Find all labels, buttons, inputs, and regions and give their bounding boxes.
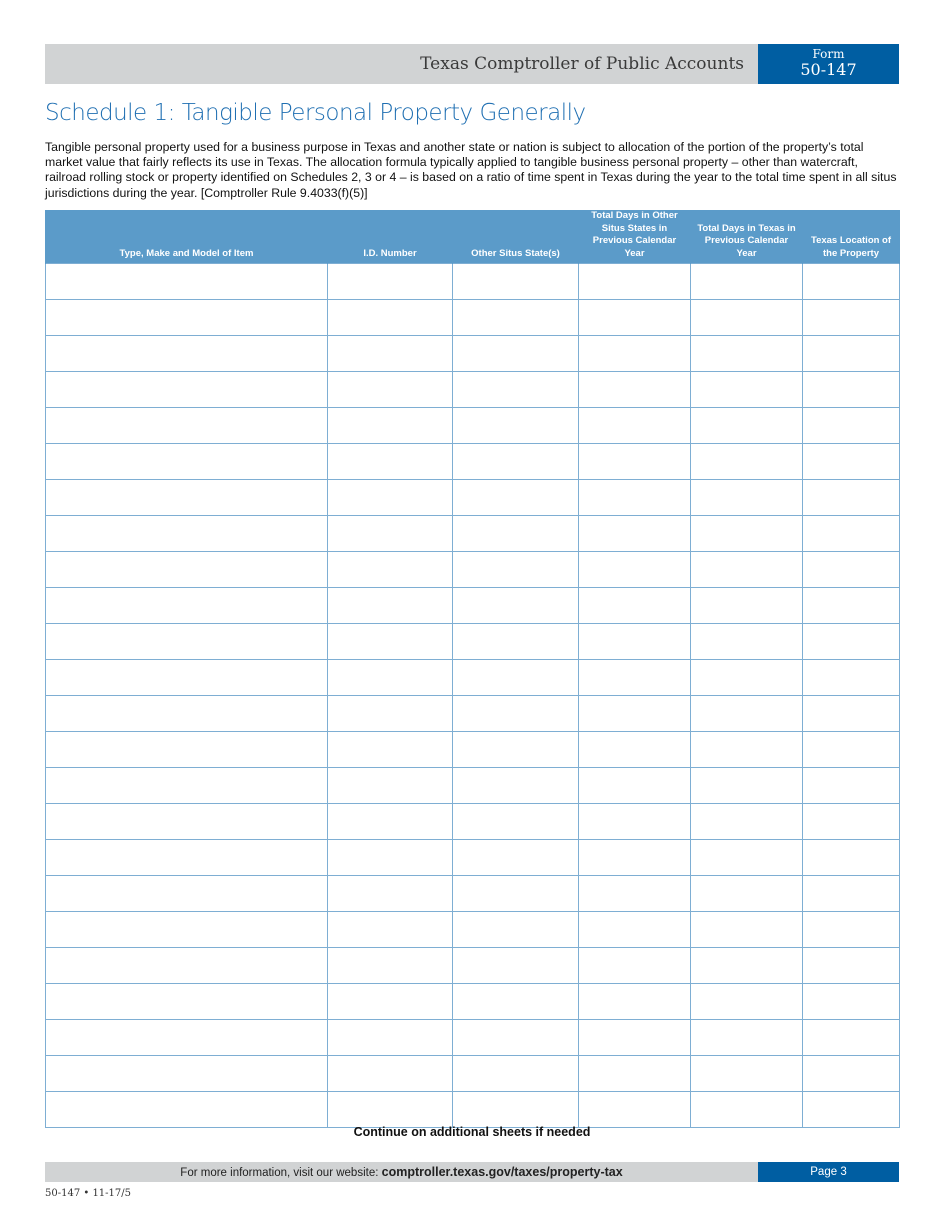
cell-texas-location[interactable] — [803, 264, 900, 300]
cell-other-situs-states[interactable] — [453, 732, 579, 768]
cell-type-make-model[interactable] — [46, 1056, 328, 1092]
cell-days-other-states[interactable] — [579, 408, 691, 444]
cell-texas-location[interactable] — [803, 912, 900, 948]
cell-other-situs-states[interactable] — [453, 1056, 579, 1092]
cell-id-number[interactable] — [328, 516, 453, 552]
cell-texas-location[interactable] — [803, 300, 900, 336]
table-row — [46, 732, 900, 768]
cell-id-number[interactable] — [328, 624, 453, 660]
cell-other-situs-states[interactable] — [453, 624, 579, 660]
table-row — [46, 336, 900, 372]
cell-type-make-model[interactable] — [46, 444, 328, 480]
cell-type-make-model[interactable] — [46, 624, 328, 660]
cell-days-texas[interactable] — [691, 300, 803, 336]
cell-other-situs-states[interactable] — [453, 696, 579, 732]
cell-type-make-model[interactable] — [46, 948, 328, 984]
cell-days-other-states[interactable] — [579, 984, 691, 1020]
cell-texas-location[interactable] — [803, 336, 900, 372]
cell-other-situs-states[interactable] — [453, 660, 579, 696]
cell-id-number[interactable] — [328, 696, 453, 732]
cell-texas-location[interactable] — [803, 552, 900, 588]
cell-days-other-states[interactable] — [579, 264, 691, 300]
cell-other-situs-states[interactable] — [453, 948, 579, 984]
agency-title: Texas Comptroller of Public Accounts — [420, 54, 744, 74]
cell-type-make-model[interactable] — [46, 804, 328, 840]
cell-days-texas[interactable] — [691, 516, 803, 552]
cell-days-texas[interactable] — [691, 480, 803, 516]
cell-days-other-states[interactable] — [579, 840, 691, 876]
cell-days-other-states[interactable] — [579, 732, 691, 768]
cell-type-make-model[interactable] — [46, 768, 328, 804]
cell-id-number[interactable] — [328, 480, 453, 516]
footer-info-bar — [45, 1162, 758, 1182]
cell-days-other-states[interactable] — [579, 552, 691, 588]
column-header-id-number: I.D. Number — [328, 210, 453, 264]
table-row — [46, 264, 900, 300]
cell-days-texas[interactable] — [691, 732, 803, 768]
cell-texas-location[interactable] — [803, 948, 900, 984]
column-header-type-make-model: Type, Make and Model of Item — [46, 210, 328, 264]
table-row — [46, 912, 900, 948]
cell-id-number[interactable] — [328, 588, 453, 624]
cell-texas-location[interactable] — [803, 984, 900, 1020]
cell-other-situs-states[interactable] — [453, 768, 579, 804]
cell-texas-location[interactable] — [803, 480, 900, 516]
cell-days-texas[interactable] — [691, 912, 803, 948]
table-row — [46, 588, 900, 624]
cell-id-number[interactable] — [328, 732, 453, 768]
cell-id-number[interactable] — [328, 768, 453, 804]
cell-texas-location[interactable] — [803, 516, 900, 552]
cell-days-other-states[interactable] — [579, 336, 691, 372]
cell-days-texas[interactable] — [691, 1056, 803, 1092]
cell-days-other-states[interactable] — [579, 624, 691, 660]
cell-days-texas[interactable] — [691, 624, 803, 660]
cell-type-make-model[interactable] — [46, 372, 328, 408]
cell-days-texas[interactable] — [691, 1020, 803, 1056]
cell-days-texas[interactable] — [691, 948, 803, 984]
cell-other-situs-states[interactable] — [453, 804, 579, 840]
table-row — [46, 1092, 900, 1128]
cell-days-other-states[interactable] — [579, 912, 691, 948]
cell-days-texas[interactable] — [691, 768, 803, 804]
cell-id-number[interactable] — [328, 984, 453, 1020]
column-header-days-texas: Total Days in Texas in Previous Calendar Year — [691, 210, 803, 264]
table-row — [46, 876, 900, 912]
cell-texas-location[interactable] — [803, 408, 900, 444]
cell-days-texas[interactable] — [691, 588, 803, 624]
table-row — [46, 624, 900, 660]
cell-days-other-states[interactable] — [579, 480, 691, 516]
cell-type-make-model[interactable] — [46, 696, 328, 732]
cell-days-other-states[interactable] — [579, 372, 691, 408]
cell-texas-location[interactable] — [803, 1092, 900, 1128]
form-label: Form — [812, 47, 845, 61]
cell-texas-location[interactable] — [803, 840, 900, 876]
cell-id-number[interactable] — [328, 1056, 453, 1092]
footer-website-link[interactable]: comptroller.texas.gov/taxes/property-tax — [381, 1165, 623, 1179]
cell-days-other-states[interactable] — [579, 696, 691, 732]
cell-type-make-model[interactable] — [46, 732, 328, 768]
cell-texas-location[interactable] — [803, 372, 900, 408]
cell-type-make-model[interactable] — [46, 408, 328, 444]
cell-id-number[interactable] — [328, 264, 453, 300]
cell-texas-location[interactable] — [803, 732, 900, 768]
cell-other-situs-states[interactable] — [453, 408, 579, 444]
cell-type-make-model[interactable] — [46, 300, 328, 336]
cell-days-texas[interactable] — [691, 840, 803, 876]
cell-days-other-states[interactable] — [579, 768, 691, 804]
table-row — [46, 408, 900, 444]
cell-id-number[interactable] — [328, 804, 453, 840]
cell-other-situs-states[interactable] — [453, 480, 579, 516]
cell-days-texas[interactable] — [691, 444, 803, 480]
cell-id-number[interactable] — [328, 1092, 453, 1128]
cell-days-texas[interactable] — [691, 876, 803, 912]
cell-type-make-model[interactable] — [46, 984, 328, 1020]
cell-other-situs-states[interactable] — [453, 588, 579, 624]
cell-texas-location[interactable] — [803, 804, 900, 840]
cell-days-other-states[interactable] — [579, 804, 691, 840]
cell-days-other-states[interactable] — [579, 516, 691, 552]
cell-id-number[interactable] — [328, 948, 453, 984]
cell-other-situs-states[interactable] — [453, 912, 579, 948]
cell-texas-location[interactable] — [803, 588, 900, 624]
cell-id-number[interactable] — [328, 444, 453, 480]
cell-id-number[interactable] — [328, 912, 453, 948]
table-row — [46, 1056, 900, 1092]
cell-type-make-model[interactable] — [46, 1020, 328, 1056]
cell-type-make-model[interactable] — [46, 516, 328, 552]
table-row — [46, 804, 900, 840]
cell-texas-location[interactable] — [803, 876, 900, 912]
cell-days-texas[interactable] — [691, 264, 803, 300]
continue-note: Continue on additional sheets if needed — [353, 1125, 591, 1139]
cell-other-situs-states[interactable] — [453, 336, 579, 372]
cell-other-situs-states[interactable] — [453, 264, 579, 300]
cell-days-texas[interactable] — [691, 336, 803, 372]
table-row — [46, 984, 900, 1020]
cell-days-other-states[interactable] — [579, 660, 691, 696]
cell-texas-location[interactable] — [803, 1056, 900, 1092]
form-code: 50-147 • 11-17/5 — [45, 1188, 132, 1199]
cell-type-make-model[interactable] — [46, 264, 328, 300]
cell-days-other-states[interactable] — [579, 948, 691, 984]
cell-other-situs-states[interactable] — [453, 552, 579, 588]
cell-other-situs-states[interactable] — [453, 372, 579, 408]
column-header-days-other-states: Total Days in Other Situs States in Previous Calendar Year — [579, 210, 691, 264]
cell-id-number[interactable] — [328, 300, 453, 336]
table-row — [46, 480, 900, 516]
form-number-badge — [758, 44, 899, 84]
cell-texas-location[interactable] — [803, 768, 900, 804]
cell-type-make-model[interactable] — [46, 1092, 328, 1128]
cell-texas-location[interactable] — [803, 624, 900, 660]
table-row — [46, 768, 900, 804]
cell-type-make-model[interactable] — [46, 480, 328, 516]
cell-days-other-states[interactable] — [579, 1092, 691, 1128]
schedule-title: Schedule 1: Tangible Personal Property Generally — [45, 100, 586, 126]
cell-texas-location[interactable] — [803, 444, 900, 480]
cell-days-texas[interactable] — [691, 984, 803, 1020]
cell-id-number[interactable] — [328, 408, 453, 444]
cell-id-number[interactable] — [328, 876, 453, 912]
table-header-row — [46, 210, 900, 264]
cell-type-make-model[interactable] — [46, 876, 328, 912]
header-bar — [45, 44, 758, 84]
cell-texas-location[interactable] — [803, 696, 900, 732]
cell-days-texas[interactable] — [691, 1092, 803, 1128]
table-row — [46, 660, 900, 696]
cell-days-texas[interactable] — [691, 804, 803, 840]
form-number: 50-147 — [800, 60, 857, 79]
cell-type-make-model[interactable] — [46, 912, 328, 948]
cell-other-situs-states[interactable] — [453, 1092, 579, 1128]
cell-days-texas[interactable] — [691, 372, 803, 408]
cell-id-number[interactable] — [328, 336, 453, 372]
cell-days-texas[interactable] — [691, 552, 803, 588]
table-row — [46, 444, 900, 480]
table-row — [46, 948, 900, 984]
cell-type-make-model[interactable] — [46, 660, 328, 696]
column-header-other-situs-states: Other Situs State(s) — [453, 210, 579, 264]
cell-other-situs-states[interactable] — [453, 1020, 579, 1056]
cell-id-number[interactable] — [328, 552, 453, 588]
table-row — [46, 840, 900, 876]
page-number: Page 3 — [758, 1162, 899, 1182]
cell-texas-location[interactable] — [803, 660, 900, 696]
cell-type-make-model[interactable] — [46, 588, 328, 624]
cell-other-situs-states[interactable] — [453, 984, 579, 1020]
column-header-texas-location: Texas Location of the Property — [803, 210, 900, 264]
cell-other-situs-states[interactable] — [453, 300, 579, 336]
cell-other-situs-states[interactable] — [453, 876, 579, 912]
table-row — [46, 516, 900, 552]
footer-info-text: For more information, visit our website: — [180, 1167, 382, 1179]
property-table — [45, 210, 900, 1128]
schedule-intro: Tangible personal property used for a business purpose in Texas and another state or nation is subject to allocation of the portion of the property’s total market value that fairly reflects its use in Texas. The allocation formula typically applied to tangible business personal property – other than watercraft, railroad rolling stock or property identified on Schedules 2, 3 or 4 – is based on a ratio of time spent in Texas during the year to the total time spent in all situs jurisdictions during the year. [Comptroller Rule 9.4033(f)(5)] — [45, 140, 897, 200]
table-row — [46, 1020, 900, 1056]
cell-days-other-states[interactable] — [579, 876, 691, 912]
cell-days-other-states[interactable] — [579, 444, 691, 480]
cell-other-situs-states[interactable] — [453, 516, 579, 552]
cell-days-texas[interactable] — [691, 696, 803, 732]
table-row — [46, 300, 900, 336]
cell-texas-location[interactable] — [803, 1020, 900, 1056]
cell-days-other-states[interactable] — [579, 300, 691, 336]
cell-other-situs-states[interactable] — [453, 840, 579, 876]
cell-days-texas[interactable] — [691, 660, 803, 696]
cell-days-other-states[interactable] — [579, 588, 691, 624]
cell-days-other-states[interactable] — [579, 1056, 691, 1092]
cell-days-other-states[interactable] — [579, 1020, 691, 1056]
cell-other-situs-states[interactable] — [453, 444, 579, 480]
table-row — [46, 372, 900, 408]
cell-id-number[interactable] — [328, 840, 453, 876]
cell-days-texas[interactable] — [691, 408, 803, 444]
cell-type-make-model[interactable] — [46, 336, 328, 372]
table-row — [46, 696, 900, 732]
table-row — [46, 552, 900, 588]
cell-type-make-model[interactable] — [46, 840, 328, 876]
cell-id-number[interactable] — [328, 1020, 453, 1056]
cell-id-number[interactable] — [328, 660, 453, 696]
cell-id-number[interactable] — [328, 372, 453, 408]
cell-type-make-model[interactable] — [46, 552, 328, 588]
